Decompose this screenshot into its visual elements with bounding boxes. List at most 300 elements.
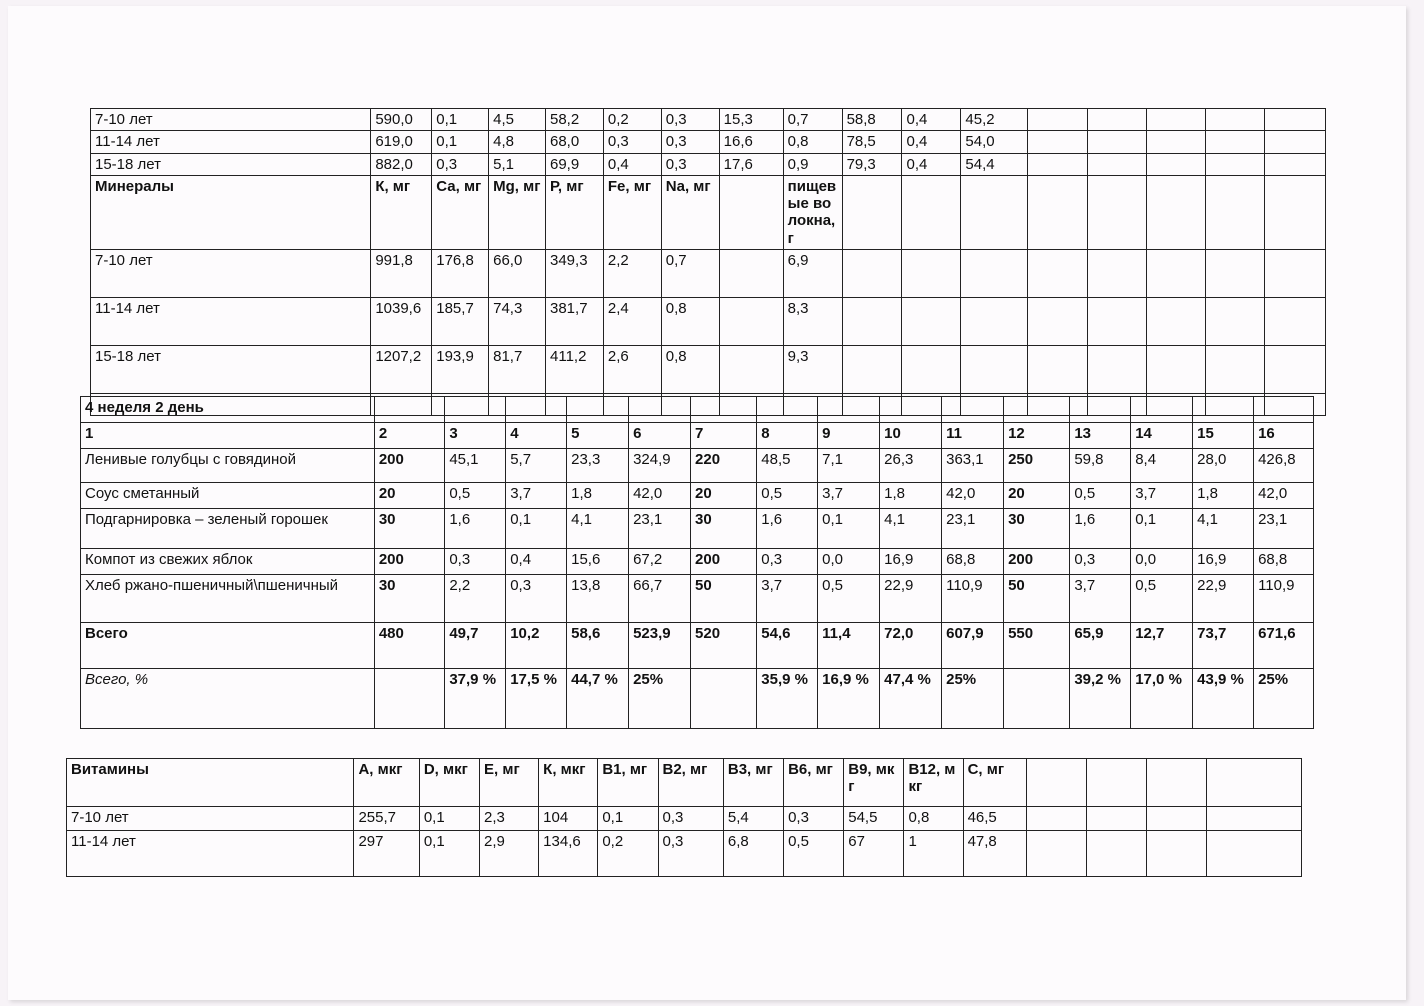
percent-value <box>691 669 757 729</box>
empty-cell <box>1147 131 1206 153</box>
value-cell: 4,8 <box>489 131 546 153</box>
value-cell: 8,4 <box>1131 449 1193 483</box>
value-cell: 619,0 <box>371 131 432 153</box>
empty-cell <box>942 397 1004 423</box>
table-row <box>81 397 1314 423</box>
empty-cell <box>1206 109 1265 131</box>
value-cell: 1,8 <box>880 483 942 509</box>
value-cell: 1,8 <box>1193 483 1254 509</box>
total-value: 10,2 <box>506 623 567 669</box>
value-cell: 20 <box>1004 483 1070 509</box>
value-cell: 30 <box>691 509 757 549</box>
menu-title: 4 неделя 2 день <box>81 397 375 423</box>
column-number: 13 <box>1070 423 1131 449</box>
value-cell: 176,8 <box>432 249 489 297</box>
value-cell: 991,8 <box>371 249 432 297</box>
column-number: 15 <box>1193 423 1254 449</box>
value-cell: 0,3 <box>784 807 844 831</box>
empty-cell <box>629 397 691 423</box>
empty-cell <box>506 397 567 423</box>
empty-cell <box>1147 831 1207 877</box>
value-cell: 15,6 <box>567 549 629 575</box>
empty-cell <box>1207 831 1302 877</box>
age-label: 7-10 лет <box>91 109 371 131</box>
value-cell: 0,5 <box>1131 575 1193 623</box>
column-header: Е, мг <box>480 759 539 807</box>
value-cell: 23,1 <box>629 509 691 549</box>
value-cell: 2,9 <box>480 831 539 877</box>
percent-value: 25% <box>942 669 1004 729</box>
value-cell: 59,8 <box>1070 449 1131 483</box>
value-cell: 0,7 <box>661 249 719 297</box>
value-cell: 0,0 <box>1131 549 1193 575</box>
value-cell: 0,1 <box>506 509 567 549</box>
total-value: 73,7 <box>1193 623 1254 669</box>
value-cell: 20 <box>374 483 445 509</box>
column-number: 16 <box>1254 423 1314 449</box>
empty-cell <box>1026 807 1086 831</box>
value-cell: 17,6 <box>719 153 783 175</box>
value-cell: 349,3 <box>546 249 604 297</box>
table-row <box>67 759 1302 807</box>
total-value: 671,6 <box>1254 623 1314 669</box>
total-label: Всего <box>81 623 375 669</box>
empty-cell <box>1206 249 1265 297</box>
value-cell: 2,6 <box>603 345 661 393</box>
column-number: 14 <box>1131 423 1193 449</box>
value-cell: 3,7 <box>1070 575 1131 623</box>
empty-cell <box>961 175 1028 249</box>
value-cell: 0,3 <box>661 109 719 131</box>
table-row <box>81 509 1314 549</box>
column-number: 1 <box>81 423 375 449</box>
percent-value: 47,4 % <box>880 669 942 729</box>
value-cell: 30 <box>374 509 445 549</box>
value-cell: 200 <box>1004 549 1070 575</box>
table-row <box>81 575 1314 623</box>
empty-cell <box>445 397 506 423</box>
empty-cell <box>842 345 902 393</box>
empty-cell <box>1028 345 1088 393</box>
column-header: В3, мг <box>723 759 783 807</box>
value-cell: 74,3 <box>489 297 546 345</box>
value-cell: 0,5 <box>757 483 818 509</box>
empty-cell <box>1147 345 1206 393</box>
value-cell: 15,3 <box>719 109 783 131</box>
total-value: 58,6 <box>567 623 629 669</box>
column-number: 6 <box>629 423 691 449</box>
value-cell: 0,5 <box>445 483 506 509</box>
empty-cell <box>1028 153 1088 175</box>
empty-cell <box>1147 175 1206 249</box>
value-cell: 13,8 <box>567 575 629 623</box>
value-cell: 297 <box>354 831 419 877</box>
empty-cell <box>1265 345 1326 393</box>
empty-cell <box>842 175 902 249</box>
minerals-table <box>90 108 1326 416</box>
value-cell: 0,1 <box>818 509 880 549</box>
value-cell: 23,1 <box>1254 509 1314 549</box>
age-label: 11-14 лет <box>91 297 371 345</box>
empty-cell <box>1088 131 1147 153</box>
value-cell: 0,1 <box>598 807 658 831</box>
value-cell: 20 <box>691 483 757 509</box>
table-row <box>67 807 1302 831</box>
empty-cell <box>1088 153 1147 175</box>
vitamins-table <box>66 758 1302 877</box>
value-cell: 0,3 <box>658 807 723 831</box>
total-value: 11,4 <box>818 623 880 669</box>
value-cell: 193,9 <box>432 345 489 393</box>
total-value: 65,9 <box>1070 623 1131 669</box>
empty-cell <box>818 397 880 423</box>
empty-cell <box>842 297 902 345</box>
value-cell <box>719 297 783 345</box>
empty-cell <box>1207 759 1302 807</box>
total-value: 480 <box>374 623 445 669</box>
total-value: 54,6 <box>757 623 818 669</box>
value-cell: 6,8 <box>723 831 783 877</box>
dish-name: Компот из свежих яблок <box>81 549 375 575</box>
column-header: Р, мг <box>546 175 604 249</box>
empty-cell <box>1028 109 1088 131</box>
column-number: 10 <box>880 423 942 449</box>
empty-cell <box>1028 297 1088 345</box>
value-cell: 16,9 <box>880 549 942 575</box>
table-row <box>91 297 1326 345</box>
empty-cell <box>1206 345 1265 393</box>
empty-cell <box>1131 397 1193 423</box>
value-cell: 0,2 <box>603 109 661 131</box>
value-cell: 0,2 <box>598 831 658 877</box>
empty-cell <box>1147 109 1206 131</box>
dish-name: Хлеб ржано-пшеничный\пшеничный <box>81 575 375 623</box>
value-cell: 4,5 <box>489 109 546 131</box>
percent-value: 16,9 % <box>818 669 880 729</box>
empty-cell <box>1147 297 1206 345</box>
percent-value <box>374 669 445 729</box>
column-number: 12 <box>1004 423 1070 449</box>
empty-cell <box>1087 807 1147 831</box>
empty-cell <box>961 345 1028 393</box>
empty-cell <box>1265 175 1326 249</box>
total-value: 12,7 <box>1131 623 1193 669</box>
column-header: пищевые волокна, г <box>783 175 842 249</box>
value-cell: 4,1 <box>567 509 629 549</box>
value-cell: 0,4 <box>603 153 661 175</box>
empty-cell <box>374 397 445 423</box>
age-label: 15-18 лет <box>91 153 371 175</box>
value-cell: 1,6 <box>1070 509 1131 549</box>
value-cell: 2,3 <box>480 807 539 831</box>
value-cell: 42,0 <box>629 483 691 509</box>
value-cell: 1 <box>904 831 963 877</box>
value-cell: 47,8 <box>963 831 1026 877</box>
percent-label: Всего, % <box>81 669 375 729</box>
value-cell: 0,5 <box>784 831 844 877</box>
value-cell: 200 <box>374 549 445 575</box>
value-cell: 28,0 <box>1193 449 1254 483</box>
column-header: Na, мг <box>661 175 719 249</box>
empty-cell <box>1088 109 1147 131</box>
empty-cell <box>1265 131 1326 153</box>
total-value: 550 <box>1004 623 1070 669</box>
column-header: В6, мг <box>784 759 844 807</box>
empty-cell <box>1265 153 1326 175</box>
table-row <box>91 153 1326 175</box>
empty-cell <box>1206 131 1265 153</box>
column-number: 4 <box>506 423 567 449</box>
value-cell: 0,4 <box>902 153 961 175</box>
value-cell: 0,8 <box>904 807 963 831</box>
value-cell: 26,3 <box>880 449 942 483</box>
value-cell: 78,5 <box>842 131 902 153</box>
value-cell: 200 <box>374 449 445 483</box>
value-cell: 1,6 <box>445 509 506 549</box>
value-cell: 0,3 <box>661 153 719 175</box>
empty-cell <box>1206 153 1265 175</box>
value-cell: 16,9 <box>1193 549 1254 575</box>
empty-cell <box>691 397 757 423</box>
empty-cell <box>1147 249 1206 297</box>
value-cell: 0,3 <box>432 153 489 175</box>
value-cell: 0,1 <box>419 831 479 877</box>
empty-cell <box>1087 831 1147 877</box>
percent-value: 43,9 % <box>1193 669 1254 729</box>
table-row <box>91 249 1326 297</box>
table-row <box>67 831 1302 877</box>
empty-cell <box>1206 175 1265 249</box>
value-cell: 5,7 <box>506 449 567 483</box>
value-cell: 0,5 <box>1070 483 1131 509</box>
empty-cell <box>1207 807 1302 831</box>
column-header: Fe, мг <box>603 175 661 249</box>
empty-cell <box>1265 249 1326 297</box>
column-header: К, мкг <box>539 759 598 807</box>
empty-cell <box>1088 175 1147 249</box>
empty-cell <box>567 397 629 423</box>
value-cell: 68,8 <box>1254 549 1314 575</box>
empty-cell <box>1087 759 1147 807</box>
percent-value: 44,7 % <box>567 669 629 729</box>
value-cell: 23,3 <box>567 449 629 483</box>
empty-cell <box>1265 297 1326 345</box>
column-number: 5 <box>567 423 629 449</box>
value-cell: 200 <box>691 549 757 575</box>
value-cell: 0,3 <box>658 831 723 877</box>
value-cell: 363,1 <box>942 449 1004 483</box>
percent-value: 17,0 % <box>1131 669 1193 729</box>
empty-cell <box>1193 397 1254 423</box>
menu-table <box>80 396 1314 729</box>
value-cell: 22,9 <box>880 575 942 623</box>
empty-cell <box>1028 175 1088 249</box>
value-cell: 0,1 <box>419 807 479 831</box>
table-row <box>81 449 1314 483</box>
column-header: В1, мг <box>598 759 658 807</box>
value-cell: 5,1 <box>489 153 546 175</box>
value-cell: 2,4 <box>603 297 661 345</box>
percent-value: 25% <box>629 669 691 729</box>
empty-cell <box>902 249 961 297</box>
value-cell: 110,9 <box>1254 575 1314 623</box>
value-cell: 0,8 <box>661 297 719 345</box>
table-row <box>81 423 1314 449</box>
value-cell: 66,7 <box>629 575 691 623</box>
value-cell: 3,7 <box>818 483 880 509</box>
value-cell: 0,3 <box>603 131 661 153</box>
table-row <box>81 669 1314 729</box>
value-cell: 45,2 <box>961 109 1028 131</box>
table-row <box>81 549 1314 575</box>
value-cell: 67 <box>844 831 904 877</box>
value-cell: 381,7 <box>546 297 604 345</box>
empty-cell <box>757 397 818 423</box>
value-cell: 1207,2 <box>371 345 432 393</box>
value-cell: 67,2 <box>629 549 691 575</box>
value-cell: 104 <box>539 807 598 831</box>
value-cell: 23,1 <box>942 509 1004 549</box>
value-cell: 22,9 <box>1193 575 1254 623</box>
column-header: Mg, мг <box>489 175 546 249</box>
value-cell <box>719 249 783 297</box>
value-cell: 81,7 <box>489 345 546 393</box>
value-cell: 69,9 <box>546 153 604 175</box>
percent-value: 39,2 % <box>1070 669 1131 729</box>
value-cell: 46,5 <box>963 807 1026 831</box>
column-number: 9 <box>818 423 880 449</box>
value-cell: 0,1 <box>432 109 489 131</box>
value-cell: 255,7 <box>354 807 419 831</box>
percent-value: 25% <box>1254 669 1314 729</box>
value-cell: 54,4 <box>961 153 1028 175</box>
column-header: Са, мг <box>432 175 489 249</box>
value-cell: 3,7 <box>506 483 567 509</box>
age-label: 11-14 лет <box>91 131 371 153</box>
value-cell: 426,8 <box>1254 449 1314 483</box>
empty-cell <box>842 249 902 297</box>
empty-cell <box>1088 297 1147 345</box>
age-label: 7-10 лет <box>67 807 354 831</box>
value-cell: 0,5 <box>818 575 880 623</box>
value-cell: 58,8 <box>842 109 902 131</box>
value-cell: 30 <box>1004 509 1070 549</box>
value-cell: 0,9 <box>783 153 842 175</box>
table-row <box>91 345 1326 393</box>
value-cell: 6,9 <box>783 249 842 297</box>
value-cell: 30 <box>374 575 445 623</box>
age-label: 15-18 лет <box>91 345 371 393</box>
value-cell: 7,1 <box>818 449 880 483</box>
empty-cell <box>902 297 961 345</box>
dish-name: Соус сметанный <box>81 483 375 509</box>
value-cell: 882,0 <box>371 153 432 175</box>
column-header: А, мкг <box>354 759 419 807</box>
value-cell <box>719 345 783 393</box>
value-cell: 3,7 <box>757 575 818 623</box>
empty-cell <box>1206 297 1265 345</box>
column-number: 7 <box>691 423 757 449</box>
dish-name: Подгарнировка – зеленый горошек <box>81 509 375 549</box>
value-cell: 0,8 <box>783 131 842 153</box>
table-row <box>81 483 1314 509</box>
value-cell: 2,2 <box>603 249 661 297</box>
value-cell: 16,6 <box>719 131 783 153</box>
value-cell: 0,1 <box>1131 509 1193 549</box>
value-cell: 54,5 <box>844 807 904 831</box>
empty-cell <box>1265 109 1326 131</box>
value-cell: 4,1 <box>1193 509 1254 549</box>
total-value: 72,0 <box>880 623 942 669</box>
value-cell: 185,7 <box>432 297 489 345</box>
column-number: 11 <box>942 423 1004 449</box>
total-value: 49,7 <box>445 623 506 669</box>
empty-cell <box>1026 831 1086 877</box>
value-cell: 8,3 <box>783 297 842 345</box>
column-header: В2, мг <box>658 759 723 807</box>
table-row <box>91 175 1326 249</box>
dish-name: Ленивые голубцы с говядиной <box>81 449 375 483</box>
empty-cell <box>1088 345 1147 393</box>
column-number: 8 <box>757 423 818 449</box>
percent-value: 37,9 % <box>445 669 506 729</box>
percent-value: 17,5 % <box>506 669 567 729</box>
empty-cell <box>961 297 1028 345</box>
value-cell: 0,0 <box>818 549 880 575</box>
column-header: С, мг <box>963 759 1026 807</box>
column-header: В9, мкг <box>844 759 904 807</box>
value-cell: 1,8 <box>567 483 629 509</box>
value-cell: 0,1 <box>432 131 489 153</box>
empty-cell <box>961 249 1028 297</box>
vitamins-heading: Витамины <box>67 759 354 807</box>
value-cell: 42,0 <box>1254 483 1314 509</box>
value-cell: 50 <box>1004 575 1070 623</box>
value-cell: 58,2 <box>546 109 604 131</box>
empty-cell <box>1028 131 1088 153</box>
value-cell: 9,3 <box>783 345 842 393</box>
value-cell: 4,1 <box>880 509 942 549</box>
empty-cell <box>1088 249 1147 297</box>
value-cell: 3,7 <box>1131 483 1193 509</box>
value-cell: 134,6 <box>539 831 598 877</box>
value-cell: 0,8 <box>661 345 719 393</box>
percent-value: 35,9 % <box>757 669 818 729</box>
value-cell: 1039,6 <box>371 297 432 345</box>
value-cell: 68,0 <box>546 131 604 153</box>
value-cell: 324,9 <box>629 449 691 483</box>
value-cell: 79,3 <box>842 153 902 175</box>
table-row <box>91 131 1326 153</box>
value-cell: 68,8 <box>942 549 1004 575</box>
empty-cell <box>1254 397 1314 423</box>
value-cell: 54,0 <box>961 131 1028 153</box>
table-row <box>81 623 1314 669</box>
empty-cell <box>880 397 942 423</box>
total-value: 520 <box>691 623 757 669</box>
value-cell: 2,2 <box>445 575 506 623</box>
value-cell: 48,5 <box>757 449 818 483</box>
total-value: 607,9 <box>942 623 1004 669</box>
column-header: В12, мкг <box>904 759 963 807</box>
column-number: 3 <box>445 423 506 449</box>
value-cell: 0,3 <box>661 131 719 153</box>
value-cell: 42,0 <box>942 483 1004 509</box>
value-cell: 250 <box>1004 449 1070 483</box>
value-cell: 0,4 <box>902 131 961 153</box>
empty-cell <box>1147 807 1207 831</box>
empty-cell <box>1070 397 1131 423</box>
